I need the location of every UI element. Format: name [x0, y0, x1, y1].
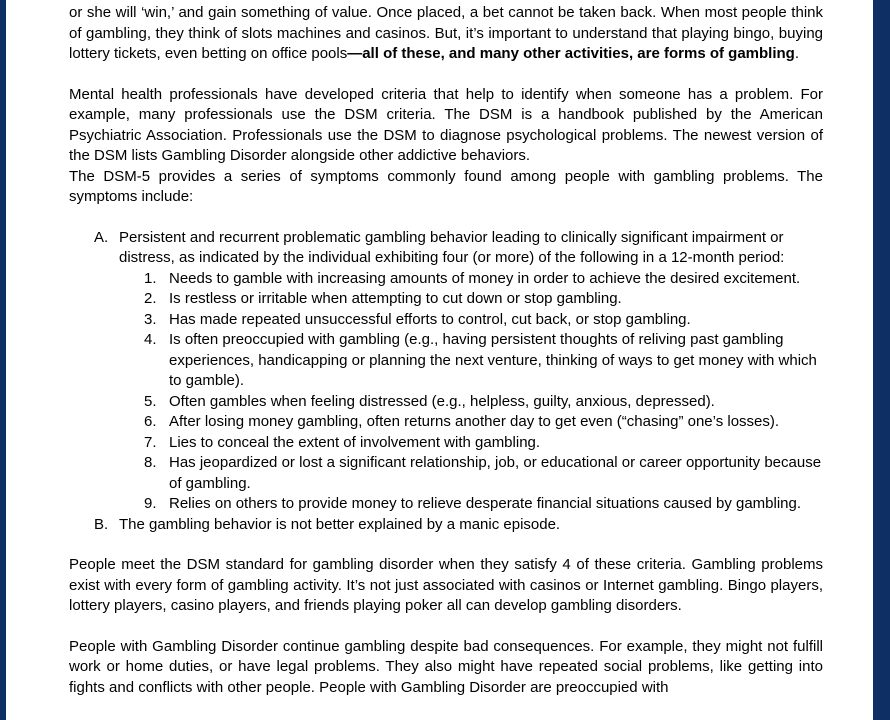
criterion-a [69, 228, 823, 515]
criterion-b-marker: B. [94, 515, 109, 533]
symptom-number: 5. [144, 392, 157, 410]
intro-paragraph [69, 3, 823, 65]
symptom-item [119, 433, 823, 454]
symptom-item [119, 494, 823, 515]
criterion-a-marker: A. [94, 228, 109, 246]
intro-bold-text: —all of these, and many other activities, are forms of gambling [347, 45, 795, 62]
symptom-item [119, 412, 823, 433]
spacer [69, 535, 823, 555]
symptom-text: Often gambles when feeling distressed (e.g., helpless, guilty, anxious, depressed). [169, 392, 715, 410]
intro-text: or she will ‘win,’ and gain something of value. Once placed, a bet cannot be taken back. When most people think of gambling, they think of slots machines and casinos. But, it’s important to understand that playing bingo, buying lottery tickets, even betting on office pools [69, 4, 823, 62]
symptom-item [119, 392, 823, 413]
document-page [6, 0, 873, 720]
symptoms-intro-paragraph: The DSM-5 provides a series of symptoms commonly found among people with gambling problems. The symptoms include: [69, 167, 823, 205]
intro-end: . [794, 45, 799, 62]
criterion-b-text: The gambling behavior is not better explained by a manic episode. [119, 515, 561, 533]
criterion-a-text: Persistent and recurrent problematic gambling behavior leading to clinically significant impairment or distress, as indicated by the individual exhibiting four (or more) of the following in a 12-month period: [119, 228, 785, 266]
symptom-text: Has jeopardized or lost a significant relationship, job, or educational or career opportunity because of gambling. [169, 454, 822, 492]
symptom-number: 3. [144, 310, 157, 328]
symptom-text: After losing money gambling, often returns another day to get even (“chasing” one’s losses). [169, 413, 780, 430]
symptom-item [119, 289, 823, 310]
criteria-list [69, 228, 823, 536]
criterion-b [69, 515, 823, 536]
symptom-number: 8. [144, 454, 157, 471]
symptom-number: 2. [144, 290, 157, 307]
symptom-item [119, 269, 823, 290]
symptom-number: 1. [144, 269, 157, 287]
spacer [69, 65, 823, 85]
symptom-text: Lies to conceal the extent of involvement with gambling. [169, 433, 541, 451]
standard-paragraph: People meet the DSM standard for gambling disorder when they satisfy 4 of these criteria. Gambling problems exist with every form of gambling activity. It’s not just associated with casinos or Internet gambling. Bingo players, lottery players, casino players, and friends playing poker all can develop gambling disorders. [69, 556, 823, 614]
symptom-item [119, 310, 823, 331]
symptom-item [119, 453, 823, 494]
symptom-number: 6. [144, 413, 157, 430]
symptom-number: 7. [144, 433, 157, 451]
symptom-number: 9. [144, 495, 157, 512]
spacer [69, 617, 823, 637]
consequences-paragraph: People with Gambling Disorder continue gambling despite bad consequences. For example, they might not fulfill work or home duties, or have legal problems. They also might have repeated social problems, like getting into fights and conflicts with other people. People with Gambling Disorder are preoccupied with [69, 637, 823, 696]
symptom-item [119, 330, 823, 392]
dsm-paragraph: Mental health professionals have developed criteria that help to identify when someone has a problem. For example, many professionals use the DSM criteria. The DSM is a handbook published by the American Psychiatric Association. Professionals use the DSM to diagnose psychological problems. The newest version of the DSM lists Gambling Disorder alongside other addictive behaviors. [69, 85, 823, 164]
symptom-list [119, 269, 823, 515]
symptom-number: 4. [144, 331, 157, 348]
symptom-text: Has made repeated unsuccessful efforts to control, cut back, or stop gambling. [169, 310, 691, 328]
symptom-text: Needs to gamble with increasing amounts of money in order to achieve the desired excitement. [169, 269, 801, 287]
symptom-text: Is often preoccupied with gambling (e.g., having persistent thoughts of reliving past gambling experiences, handicapping or planning the next venture, thinking of ways to get money with which to gamble). [169, 331, 817, 389]
symptom-text: Relies on others to provide money to relieve desperate financial situations caused by gambling. [169, 495, 802, 512]
document-body [69, 3, 823, 698]
symptom-text: Is restless or irritable when attempting to cut down or stop gambling. [169, 290, 622, 307]
